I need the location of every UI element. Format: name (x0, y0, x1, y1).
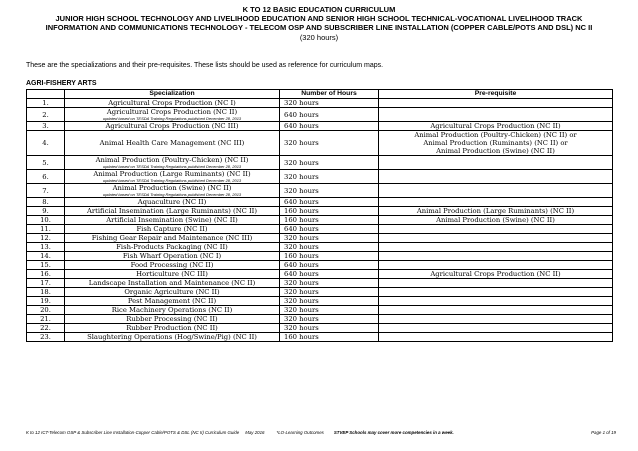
row-number: 3. (27, 122, 65, 131)
row-number: 1. (27, 99, 65, 108)
prerequisite-cell: Animal Production (Swine) (NC II) (379, 216, 613, 225)
row-number: 22. (27, 324, 65, 333)
prerequisite-cell: Agricultural Crops Production (NC II) (379, 122, 613, 131)
table-row (27, 99, 613, 108)
footer-note: STVEP Schools may cover more competencies in a week. (333, 430, 454, 435)
column-header-prerequisite: Pre-requisite (379, 90, 613, 99)
table-row (27, 170, 613, 184)
hours-cell: 320 hours (280, 234, 379, 243)
table-row (27, 207, 613, 216)
table-body (27, 99, 613, 342)
prerequisite-cell (379, 279, 613, 288)
hours-cell: 160 hours (280, 252, 379, 261)
specialization-cell (65, 279, 280, 288)
row-number: 11. (27, 225, 65, 234)
table-row (27, 279, 613, 288)
specialization-cell (65, 184, 280, 198)
row-number: 23. (27, 333, 65, 342)
specialization-cell (65, 108, 280, 122)
prerequisite-cell (379, 198, 613, 207)
row-number: 7. (27, 184, 65, 198)
hours-cell: 320 hours (280, 170, 379, 184)
specialization-name: Agricultural Crops Production (NC I) (108, 99, 236, 107)
column-header-hours: Number of Hours (280, 90, 379, 99)
specialization-cell (65, 131, 280, 156)
specialization-name: Agricultural Crops Production (NC III) (105, 122, 239, 130)
hours-cell: 640 hours (280, 198, 379, 207)
table-row (27, 297, 613, 306)
specialization-name: Rice Machinery Operations (NC II) (111, 306, 233, 314)
table-row (27, 243, 613, 252)
specialization-name: Organic Agriculture (NC II) (124, 288, 220, 296)
hours-cell: 640 hours (280, 122, 379, 131)
specialization-name: Animal Production (Swine) (NC II) (112, 184, 232, 192)
hours-cell: 640 hours (280, 225, 379, 234)
hours-cell: 320 hours (280, 156, 379, 170)
row-number: 12. (27, 234, 65, 243)
hours-cell: 160 hours (280, 207, 379, 216)
footer-page-number: Page 1 of 19 (591, 430, 616, 435)
table-row (27, 315, 613, 324)
table-row (27, 288, 613, 297)
table-row (27, 270, 613, 279)
specialization-name: Horticulture (NC III) (136, 270, 208, 278)
specialization-cell (65, 333, 280, 342)
specialization-cell (65, 270, 280, 279)
hours-cell: 160 hours (280, 216, 379, 225)
table-row (27, 234, 613, 243)
prerequisite-cell (379, 156, 613, 170)
hours-cell: 640 hours (280, 108, 379, 122)
specialization-name: Animal Production (Large Ruminants) (NC II) (93, 170, 251, 178)
footer-date: May 2016 (245, 430, 265, 435)
specialization-note: updated based on TESDA Training Regulations published December 28, 2013 (102, 192, 242, 197)
prerequisite-cell (379, 315, 613, 324)
footer-doc-title: K to 12 ICT-Telecom OSP & Subscriber Line Installation-Copper Cable/POTS & DSL (NC II) Curriculum Guide (26, 430, 240, 435)
hours-cell: 320 hours (280, 131, 379, 156)
prerequisite-cell (379, 243, 613, 252)
specialization-name: Rubber Production (NC II) (126, 324, 218, 332)
specialization-name: Pest Management (NC II) (127, 297, 217, 305)
specialization-cell (65, 156, 280, 170)
hours-cell: 160 hours (280, 333, 379, 342)
specialization-note: updated based on TESDA Training Regulations published December 28, 2013 (102, 116, 242, 121)
hours-cell: 640 hours (280, 270, 379, 279)
row-number: 5. (27, 156, 65, 170)
prerequisite-cell: Agricultural Crops Production (NC II) (379, 270, 613, 279)
prerequisite-cell (379, 170, 613, 184)
specialization-cell (65, 297, 280, 306)
row-number: 20. (27, 306, 65, 315)
row-number: 21. (27, 315, 65, 324)
prerequisite-cell (379, 234, 613, 243)
table-row (27, 333, 613, 342)
specialization-name: Animal Production (Poultry-Chicken) (NC II) (95, 156, 249, 164)
row-number: 6. (27, 170, 65, 184)
table-row (27, 122, 613, 131)
specialization-cell (65, 234, 280, 243)
prerequisite-cell (379, 297, 613, 306)
specialization-name: Fish-Products Packaging (NC II) (116, 243, 228, 251)
program-title: JUNIOR HIGH SCHOOL TECHNOLOGY AND LIVELIHOOD EDUCATION AND SENIOR HIGH SCHOOL TECHNICAL-VOCATIONAL LIVELIHOOD TRACK (55, 14, 583, 24)
table-row (27, 225, 613, 234)
prerequisite-cell (379, 288, 613, 297)
table-row (27, 184, 613, 198)
curriculum-title: K TO 12 BASIC EDUCATION CURRICULUM (242, 5, 396, 14)
footer-legend: *LO-Learning Outcomes (276, 430, 324, 435)
specialization-name: Artificial Insemination (Large Ruminants) (NC II) (86, 207, 258, 215)
specialization-cell (65, 243, 280, 252)
table-row (27, 108, 613, 122)
specialization-name: Slaughtering Operations (Hog/Swine/Pig) (NC II) (87, 333, 257, 341)
hours-cell: 320 hours (280, 243, 379, 252)
table-row (27, 252, 613, 261)
prerequisite-cell: Animal Production (Large Ruminants) (NC II) (379, 207, 613, 216)
hours-cell: 320 hours (280, 184, 379, 198)
column-header-number (27, 90, 65, 99)
prerequisite-cell (379, 225, 613, 234)
row-number: 13. (27, 243, 65, 252)
table-header-row (27, 90, 613, 99)
specialization-cell (65, 198, 280, 207)
specialization-name: Artificial Insemination (Swine) (NC II) (106, 216, 238, 224)
course-hours: (320 hours) (299, 32, 339, 42)
row-number: 14. (27, 252, 65, 261)
specialization-cell (65, 99, 280, 108)
prerequisite-cell (379, 99, 613, 108)
specialization-cell (65, 261, 280, 270)
section-title: AGRI-FISHERY ARTS (26, 80, 97, 87)
specialization-name: Agricultural Crops Production (NC II) (106, 108, 238, 116)
specialization-name: Fish Capture (NC II) (136, 225, 208, 233)
prerequisite-cell: Animal Production (Poultry-Chicken) (NC II) or Animal Production (Ruminants) (NC II) or Animal Production (Swine) (NC II) (379, 131, 613, 156)
row-number: 8. (27, 198, 65, 207)
specialization-cell (65, 225, 280, 234)
specialization-note: updated based on TESDA Training Regulations published December 28, 2013 (102, 164, 242, 169)
specialization-cell (65, 288, 280, 297)
specialization-name: Food Processing (NC II) (130, 261, 214, 269)
table-row (27, 306, 613, 315)
row-number: 10. (27, 216, 65, 225)
hours-cell: 320 hours (280, 279, 379, 288)
prerequisite-cell (379, 261, 613, 270)
specialization-name: Fish Wharf Operation (NC I) (122, 252, 222, 260)
row-number: 19. (27, 297, 65, 306)
prerequisite-cell (379, 324, 613, 333)
prerequisite-cell (379, 333, 613, 342)
specialization-name: Rubber Processing (NC II) (126, 315, 218, 323)
hours-cell: 320 hours (280, 288, 379, 297)
table-row (27, 216, 613, 225)
hours-cell: 320 hours (280, 99, 379, 108)
prerequisite-cell (379, 252, 613, 261)
hours-cell: 640 hours (280, 261, 379, 270)
row-number: 2. (27, 108, 65, 122)
prerequisite-cell (379, 184, 613, 198)
row-number: 18. (27, 288, 65, 297)
document-header (0, 0, 638, 43)
specialization-name: Fishing Gear Repair and Maintenance (NC III) (91, 234, 253, 242)
row-number: 16. (27, 270, 65, 279)
course-title: INFORMATION AND COMMUNICATIONS TECHNOLOGY - TELECOM OSP AND SUBSCRIBER LINE INSTALLATION (COPPER CABLE/POTS AND DSL) NC II (45, 23, 593, 33)
hours-cell: 320 hours (280, 306, 379, 315)
intro-text: These are the specializations and their pre-requisites. These lists should be used as reference for curriculum maps. (26, 62, 384, 69)
row-number: 15. (27, 261, 65, 270)
specialization-name: Animal Health Care Management (NC III) (99, 139, 245, 147)
specialization-cell (65, 170, 280, 184)
row-number: 4. (27, 131, 65, 156)
row-number: 17. (27, 279, 65, 288)
specialization-cell (65, 216, 280, 225)
specialization-cell (65, 252, 280, 261)
hours-cell: 320 hours (280, 315, 379, 324)
specialization-name: Landscape Installation and Maintenance (NC II) (88, 279, 256, 287)
column-header-specialization: Specialization (65, 90, 280, 99)
specialization-table (26, 89, 613, 342)
specialization-name: Aquaculture (NC II) (137, 198, 207, 206)
prerequisite-cell (379, 306, 613, 315)
prerequisite-cell (379, 108, 613, 122)
table-row (27, 198, 613, 207)
specialization-note: updated based on TESDA Training Regulations published December 28, 2013 (102, 178, 242, 183)
table-row (27, 324, 613, 333)
table-row (27, 261, 613, 270)
specialization-cell (65, 207, 280, 216)
page-footer (26, 430, 616, 435)
specialization-cell (65, 315, 280, 324)
table-row (27, 156, 613, 170)
specialization-cell (65, 306, 280, 315)
hours-cell: 320 hours (280, 324, 379, 333)
table-row (27, 131, 613, 156)
row-number: 9. (27, 207, 65, 216)
specialization-cell (65, 324, 280, 333)
specialization-cell (65, 122, 280, 131)
hours-cell: 320 hours (280, 297, 379, 306)
